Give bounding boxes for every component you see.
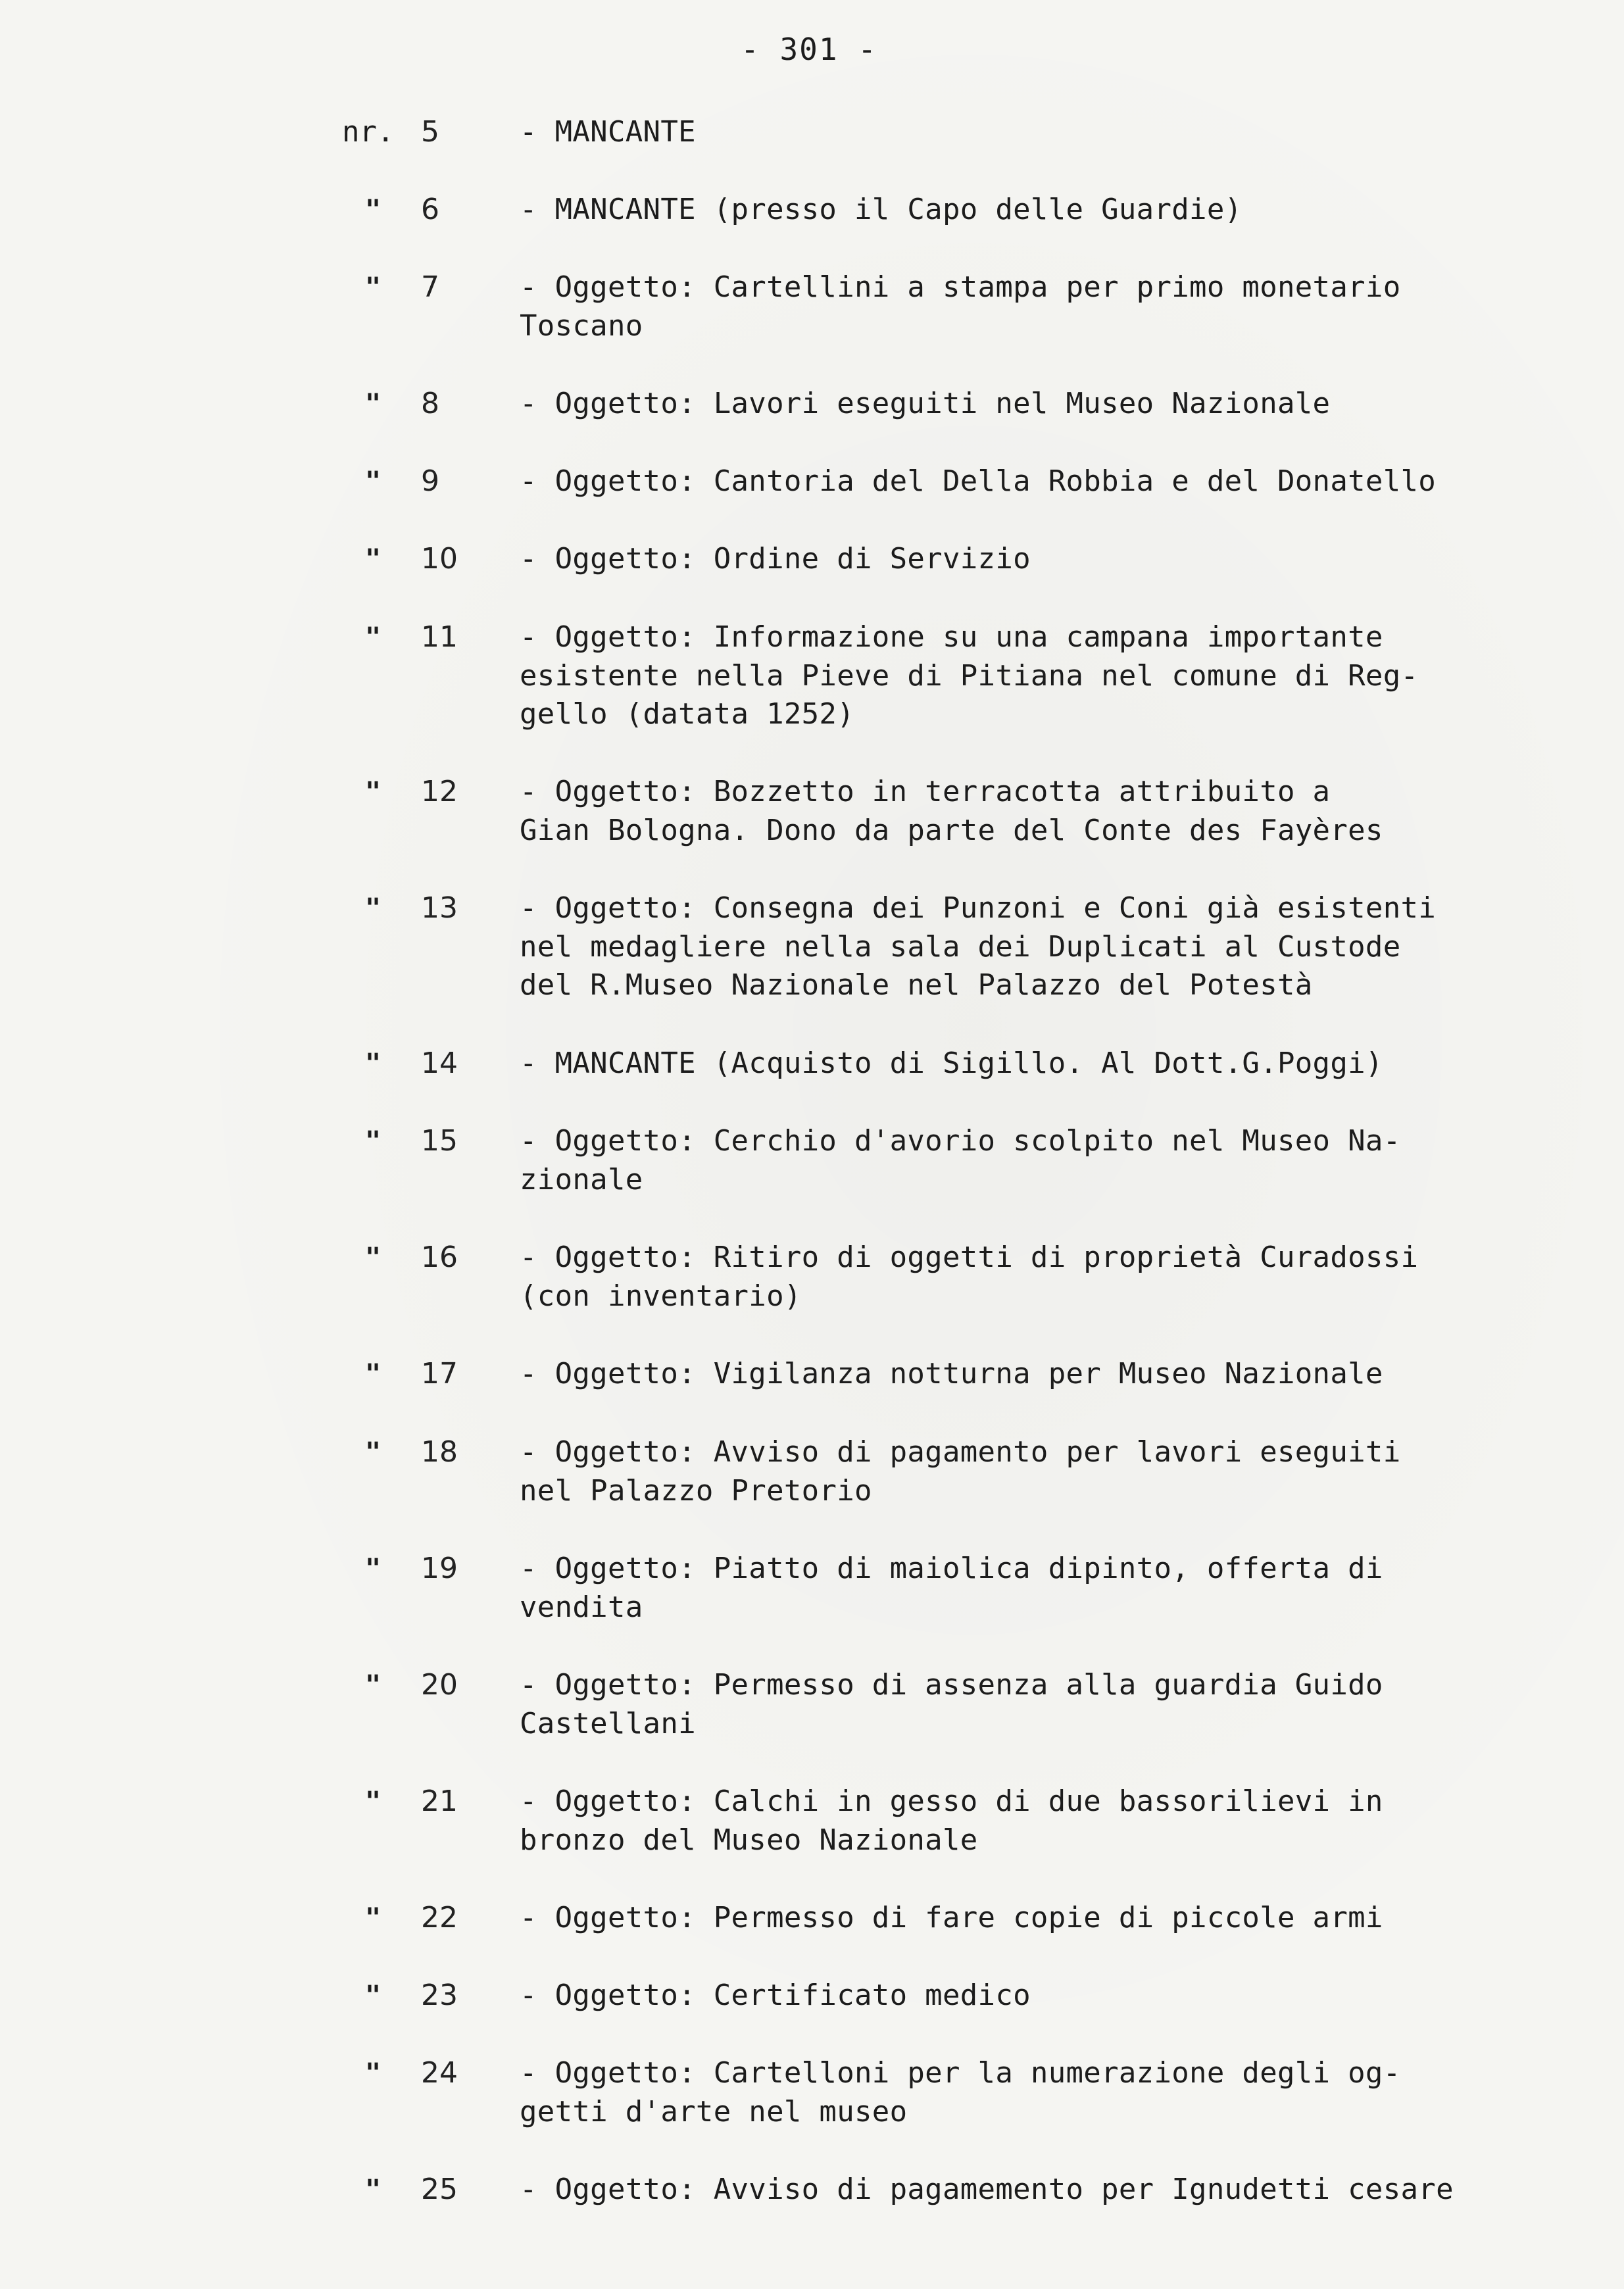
entry-text: - Oggetto: Piatto di maiolica dipinto, offerta di vendita (520, 1552, 1383, 1624)
ditto-mark: " (365, 466, 381, 497)
entry-text: - Oggetto: Vigilanza notturna per Museo Nazionale (520, 1357, 1383, 1391)
entry-text: - Oggetto: Lavori eseguiti nel Museo Nazionale (520, 387, 1331, 420)
ditto-mark: " (365, 1437, 381, 1467)
entry-text: - Oggetto: Certificato medico (520, 1979, 1031, 2012)
entry-number: 13 (421, 891, 458, 925)
entry-number: 9 (421, 464, 439, 498)
entry-text: - Oggetto: Cantoria del Della Robbia e del Donatello (520, 464, 1437, 498)
ditto-mark: " (365, 272, 381, 303)
entry-number: 12 (421, 775, 458, 808)
entry-text: - MANCANTE (presso il Capo delle Guardie) (520, 193, 1243, 226)
entry-text: - Oggetto: Ritiro di oggetti di proprietà Curadossi (con inventario) (520, 1241, 1419, 1313)
entry-text: - Oggetto: Permesso di assenza alla guardia Guido Castellani (520, 1668, 1383, 1740)
entry-text: - Oggetto: Avviso di pagamento per lavori eseguiti nel Palazzo Pretorio (520, 1435, 1401, 1508)
page-number: - 301 - (741, 32, 877, 67)
ditto-mark: " (365, 1786, 381, 1817)
entry-number: 10 (421, 542, 458, 576)
entry-number: 22 (421, 1901, 458, 1934)
entry-text: - MANCANTE (520, 115, 696, 149)
ditto-mark: " (365, 893, 381, 923)
entry-text: - Oggetto: Avviso di pagamemento per Ignudetti cesare (520, 2173, 1454, 2206)
ditto-mark: " (365, 1903, 381, 1933)
entry-number: 21 (421, 1784, 458, 1818)
ditto-mark: " (365, 1981, 381, 2011)
entry-text: - Oggetto: Cartellini a stampa per primo monetario Toscano (520, 270, 1401, 343)
entry-text: - Oggetto: Bozzetto in terracotta attribuito a Gian Bologna. Dono da parte del Conte des Fayères (520, 775, 1383, 847)
entry-number: 8 (421, 387, 439, 420)
ditto-mark: " (365, 1359, 381, 1389)
ditto-mark: " (365, 2058, 381, 2088)
ditto-mark: " (365, 1554, 381, 1584)
entry-number: 14 (421, 1046, 458, 1080)
entry-number: 25 (421, 2173, 458, 2206)
entry-text: - Oggetto: Informazione su una campana importante esistente nella Pieve di Pitiana nel comune di Reg- gello (datata 1252) (520, 620, 1419, 731)
entry-text: - Oggetto: Ordine di Servizio (520, 542, 1031, 576)
ditto-mark: " (365, 544, 381, 574)
ditto-mark: " (365, 2175, 381, 2205)
entry-number: 19 (421, 1552, 458, 1585)
entry-text: - Oggetto: Cartelloni per la numerazione degli og- getti d'arte nel museo (520, 2056, 1401, 2129)
ditto-mark: " (365, 195, 381, 225)
entry-number: 6 (421, 193, 439, 226)
ditto-mark: " (365, 389, 381, 419)
ditto-mark: " (365, 1670, 381, 1700)
entry-text: - Oggetto: Consegna dei Punzoni e Coni già esistenti nel medagliere nella sala dei Duplicati al Custode del R.Museo Nazionale nel Palazzo del Potestà (520, 891, 1437, 1002)
entry-text: - Oggetto: Calchi in gesso di due bassorilievi in bronzo del Museo Nazionale (520, 1784, 1383, 1857)
ditto-mark: " (365, 622, 381, 652)
entry-number: 7 (421, 270, 439, 304)
entry-number: 23 (421, 1979, 458, 2012)
entry-number: 24 (421, 2056, 458, 2090)
entry-text: - MANCANTE (Acquisto di Sigillo. Al Dott.G.Poggi) (520, 1046, 1383, 1080)
entry-prefix: nr. (342, 115, 395, 149)
entry-text: - Oggetto: Cerchio d'avorio scolpito nel Museo Na- zionale (520, 1124, 1401, 1196)
entry-number: 5 (421, 115, 439, 149)
ditto-mark: " (365, 1243, 381, 1273)
ditto-mark: " (365, 1048, 381, 1079)
entry-number: 11 (421, 620, 458, 654)
entry-number: 15 (421, 1124, 458, 1158)
ditto-mark: " (365, 777, 381, 807)
ditto-mark: " (365, 1126, 381, 1156)
entry-number: 16 (421, 1241, 458, 1274)
entry-number: 18 (421, 1435, 458, 1469)
entry-number: 17 (421, 1357, 458, 1391)
entry-number: 20 (421, 1668, 458, 1702)
entry-text: - Oggetto: Permesso di fare copie di piccole armi (520, 1901, 1383, 1934)
